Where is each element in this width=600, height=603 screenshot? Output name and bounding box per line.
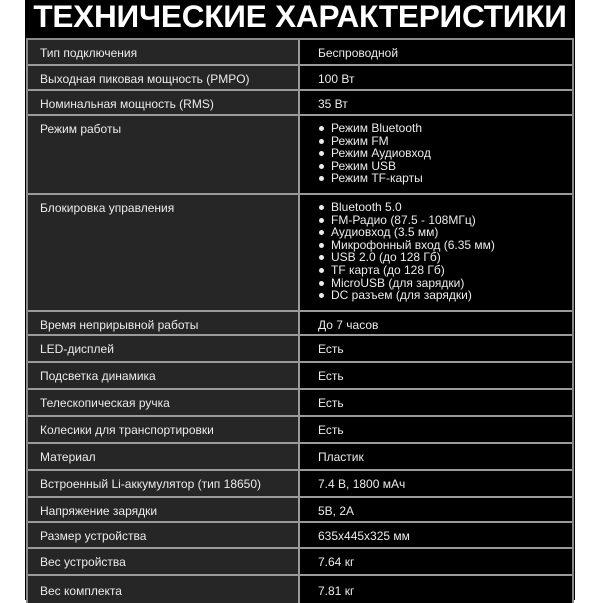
spec-label: Подсветка динамика [28, 363, 300, 388]
spec-label: Встроенный Li-аккумулятор (тип 18650) [28, 471, 300, 496]
spec-value-list [300, 116, 572, 193]
spec-value: Пластик [300, 444, 572, 469]
spec-value: Беспроводной [300, 40, 572, 64]
spec-label: Время неприрывной работы [28, 312, 300, 334]
list-item: Режим Bluetooth [318, 122, 572, 135]
spec-label: Размер устройства [28, 523, 300, 547]
spec-label: Номинальная мощность (RMS) [28, 91, 300, 114]
spec-label: Телескопическая ручка [28, 390, 300, 415]
list-item: Режим FM [318, 135, 572, 148]
spec-label: Тип подключения [28, 40, 300, 64]
list-item: Режим USB [318, 160, 572, 173]
spec-value: 5В, 2А [300, 498, 572, 521]
table-row [28, 549, 572, 576]
spec-label: Колесики для транспортировки [28, 417, 300, 442]
table-row [28, 312, 572, 336]
spec-value: 635x445x325 мм [300, 523, 572, 547]
table-row [28, 91, 572, 116]
list-item: Режим Аудиовход [318, 147, 572, 160]
spec-label: LED-дисплей [28, 336, 300, 361]
table-row [28, 471, 572, 498]
spec-label: Напряжение зарядки [28, 498, 300, 521]
spec-value: 7.64 кг [300, 549, 572, 574]
list-item: DC разъем (для зарядки) [318, 289, 572, 302]
list-item: USB 2.0 (до 128 Гб) [318, 251, 572, 264]
spec-value: До 7 часов [300, 312, 572, 334]
spec-table [26, 38, 574, 603]
list-item: Микрофонный вход (6.35 мм) [318, 239, 572, 252]
list-item: Аудиовход (3.5 мм) [318, 226, 572, 239]
spec-value: Есть [300, 390, 572, 415]
list-item: TF карта (до 128 Гб) [318, 264, 572, 277]
spec-value: 100 Вт [300, 66, 572, 89]
spec-value: 7.81 кг [300, 576, 572, 603]
page-title: ТЕХНИЧЕСКИЕ ХАРАКТЕРИСТИКИ [33, 0, 567, 34]
spec-value: 7.4 В, 1800 мАч [300, 471, 572, 496]
table-row [28, 498, 572, 523]
list-item: FM-Радио (87.5 - 108МГц) [318, 214, 572, 227]
list-item: MicroUSB (для зарядки) [318, 277, 572, 290]
spec-value: Есть [300, 336, 572, 361]
table-row [28, 195, 572, 312]
spec-value: 35 Вт [300, 91, 572, 114]
spec-value: Есть [300, 363, 572, 388]
table-row [28, 363, 572, 390]
table-row [28, 116, 572, 195]
table-row [28, 417, 572, 444]
spec-label: Блокировка управления [28, 195, 300, 310]
list-item: Режим TF-карты [318, 172, 572, 185]
spec-label: Режим работы [28, 116, 300, 193]
spec-value-list [300, 195, 572, 310]
table-row [28, 40, 572, 66]
list-item: Bluetooth 5.0 [318, 201, 572, 214]
table-row [28, 576, 572, 603]
spec-label: Вес устройства [28, 549, 300, 574]
operating-modes-list [318, 122, 572, 185]
spec-label: Материал [28, 444, 300, 469]
spec-label: Выходная пиковая мощность (PMPO) [28, 66, 300, 89]
table-row [28, 336, 572, 363]
spec-value: Есть [300, 417, 572, 442]
table-row [28, 390, 572, 417]
spec-label: Вес комплекта [28, 576, 300, 603]
table-row [28, 523, 572, 549]
table-row [28, 444, 572, 471]
interfaces-list [318, 201, 572, 302]
table-row [28, 66, 572, 91]
